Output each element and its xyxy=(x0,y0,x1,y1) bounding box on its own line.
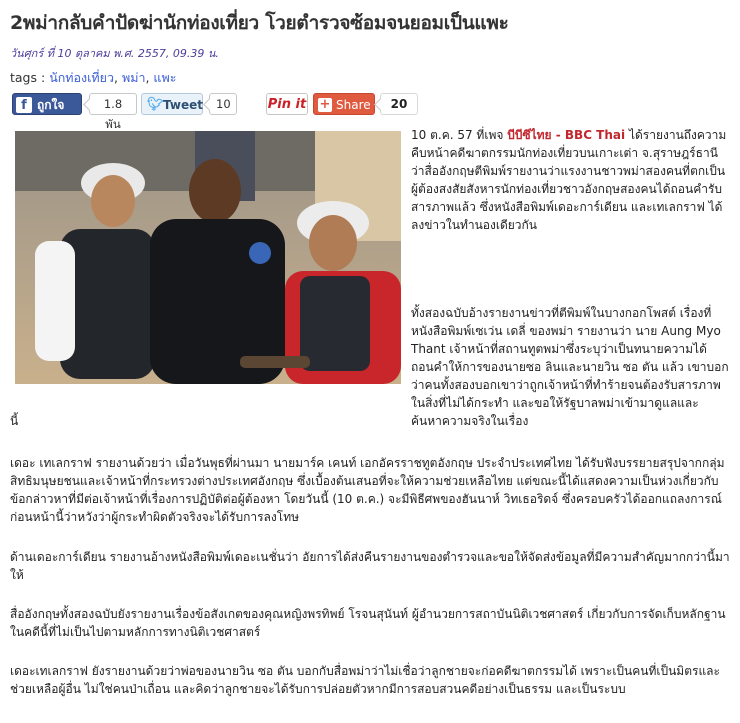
intro-body-text: ได้รายงานถึงความคืบหน้าคดีฆาตกรรมนักท่องเที่ยวบนเกาะเต่า จ.สุราษฎร์ธานี ว่าสื่ออังกฤษตีพิมพ์รายงานว่าแรงงานชาวพม่าสองคนที่ตกเป็นผู้ต้องสงสัยสังหารนักท่องเที่ยวชาวอังกฤษสองคนได้ถอนคำรับสารภาพแล้ว ซึ่งหนังสือพิมพ์เดอะการ์เดียน และเทเลกราฟ ได้ลงข่าวในทำนองเดียวกัน xyxy=(411,128,727,232)
facebook-like-button[interactable] xyxy=(12,93,82,115)
tag-link-scapegoat[interactable]: แพะ xyxy=(153,70,177,85)
article-dateline: วันศุกร์ ที่ 10 ตุลาคม พ.ศ. 2557, 09.39 น. xyxy=(10,47,219,60)
share-count: 20 xyxy=(380,93,418,115)
tags-row xyxy=(10,68,176,88)
article-intro-paragraph xyxy=(411,126,729,234)
tag-link-tourist[interactable]: นักท่องเที่ยว xyxy=(49,70,115,85)
article-paragraph-5: สื่ออังกฤษทั้งสองฉบับยังรายงานเรื่องข้อสังเกตของคุณหญิงพรทิพย์ โรจนสุนันท์ ผู้อำนวยการสถาบันนิติเวชศาสตร์ เกี่ยวกับการจัดเก็บหลักฐานในคดีนี้ที่ไม่เป็นไปตามหลักการทางนิติเวชศาสตร์ xyxy=(10,607,726,639)
tweet-label: Tweet xyxy=(163,98,203,112)
intro-date-text: 10 ต.ค. 57 ที่เพจ xyxy=(411,128,508,142)
article-paragraph-2-end: นี้ xyxy=(10,414,19,428)
tag-separator: , xyxy=(114,70,122,85)
tweet-count: 10 xyxy=(209,93,237,115)
facebook-like-label: ถูกใจ xyxy=(37,98,65,112)
plus-icon: + xyxy=(319,97,331,112)
article-paragraph-3: เดอะ เทเลกราฟ รายงานด้วยว่า เมื่อวันพุธที่ผ่านมา นายมาร์ค เคนท์ เอกอัครราชทูตอังกฤษ ประจำประเทศไทย ได้รับฟังบรรยายสรุปจากกลุ่มสิทธิมนุษยชนและเจ้าหน้าที่กระทรวงต่างประเทศอังกฤษ ซึ่งเบื้องต้นเสนอที่จะให้ความช่วยเหลือไทย แต่ขณะนี้ได้แสดงความเป็นห่วงเกี่ยวกับข้อกล่าวหาที่มีต่อเจ้าหน้าที่เรื่องการปฏิบัติต่อผู้ต้องหา โดยวันนี้ (10 ต.ค.) จะมีพิธีศพของฮันนาห์ วิทเธอริดจ์ ซึ่งครอบครัวได้ออกแถลงการณ์ก่อนหน้านี้ว่าหวังว่าผู้กระทำผิดตัวจริงจะได้รับการลงโทษ xyxy=(10,456,725,524)
article-photo xyxy=(15,131,401,384)
source-link-bbc-thai[interactable]: บีบีซีไทย - BBC Thai xyxy=(507,128,626,142)
tag-separator: , xyxy=(145,70,154,85)
share-bar xyxy=(10,93,730,131)
article-paragraph-6: เดอะเทเลกราฟ ยังรายงานด้วยว่าพ่อของนายวิน ซอ ตัน บอกกับสื่อพม่าว่าไม่เชื่อว่าลูกชายจะก่อคดีฆาตกรรมได้ เพราะเป็นคนที่เป็นมิตรและช่วยเหลือผู้อื่น ไม่ใช่คนป่าเถื่อน และคิดว่าลูกชายจะได้รับการปล่อยตัวหากมีการสอบสวนคดีอย่างเป็นธรรม และเป็นระบบ xyxy=(10,664,720,696)
share-label: Share xyxy=(336,98,371,112)
pinterest-pin-button[interactable]: Pin it xyxy=(266,93,308,115)
article-paragraph-2: ทั้งสองฉบับอ้างรายงานข่าวที่ตีพิมพ์ในบางกอกโพสต์ เรื่องที่ หนังสือพิมพ์เซเว่น เดลี่ ของพม่า รายงานว่า นาย Aung Myo Thant เจ้าหน้าที่สถานทูตพม่าซึ่งระบุว่าเป็นทนายความได้ถอนคำให้การของนายซอ ลินและนายวิน ซอ ตัน แล้ว เขาบอกว่าคนทั้งสองบอกเขาว่าถูกเจ้าหน้าที่ทำร้ายจนต้องรับสารภาพในสิ่งที่ไม่ได้กระทำ และขอให้รัฐบาลพม่าเข้ามาดูแลและค้นหาความจริงในเรื่อง xyxy=(411,306,729,428)
article-headline: 2พม่ากลับคำปัดฆ่านักท่องเที่ยว โวยตำรวจซ้อมจนยอมเป็นแพะ xyxy=(10,12,509,34)
facebook-like-count: 1.8 พัน xyxy=(89,93,137,115)
tweet-button[interactable] xyxy=(141,93,203,115)
tag-link-myanmar[interactable]: พม่า xyxy=(121,70,146,85)
suspects-photo-illustration xyxy=(15,131,401,384)
facebook-icon: f xyxy=(16,97,32,113)
tags-label: tags : xyxy=(10,70,46,85)
article-paragraph-4: ด้านเดอะการ์เดียน รายงานอ้างหนังสือพิมพ์เดอะเนชั่นว่า อัยการได้ส่งคืนรายงานของตำรวจและขอให้จัดส่งข้อมูลที่มีความสำคัญมากกว่านี้มาให้ xyxy=(10,550,730,582)
twitter-bird-icon: 🐦︎ xyxy=(147,97,164,112)
share-button[interactable] xyxy=(313,93,375,115)
